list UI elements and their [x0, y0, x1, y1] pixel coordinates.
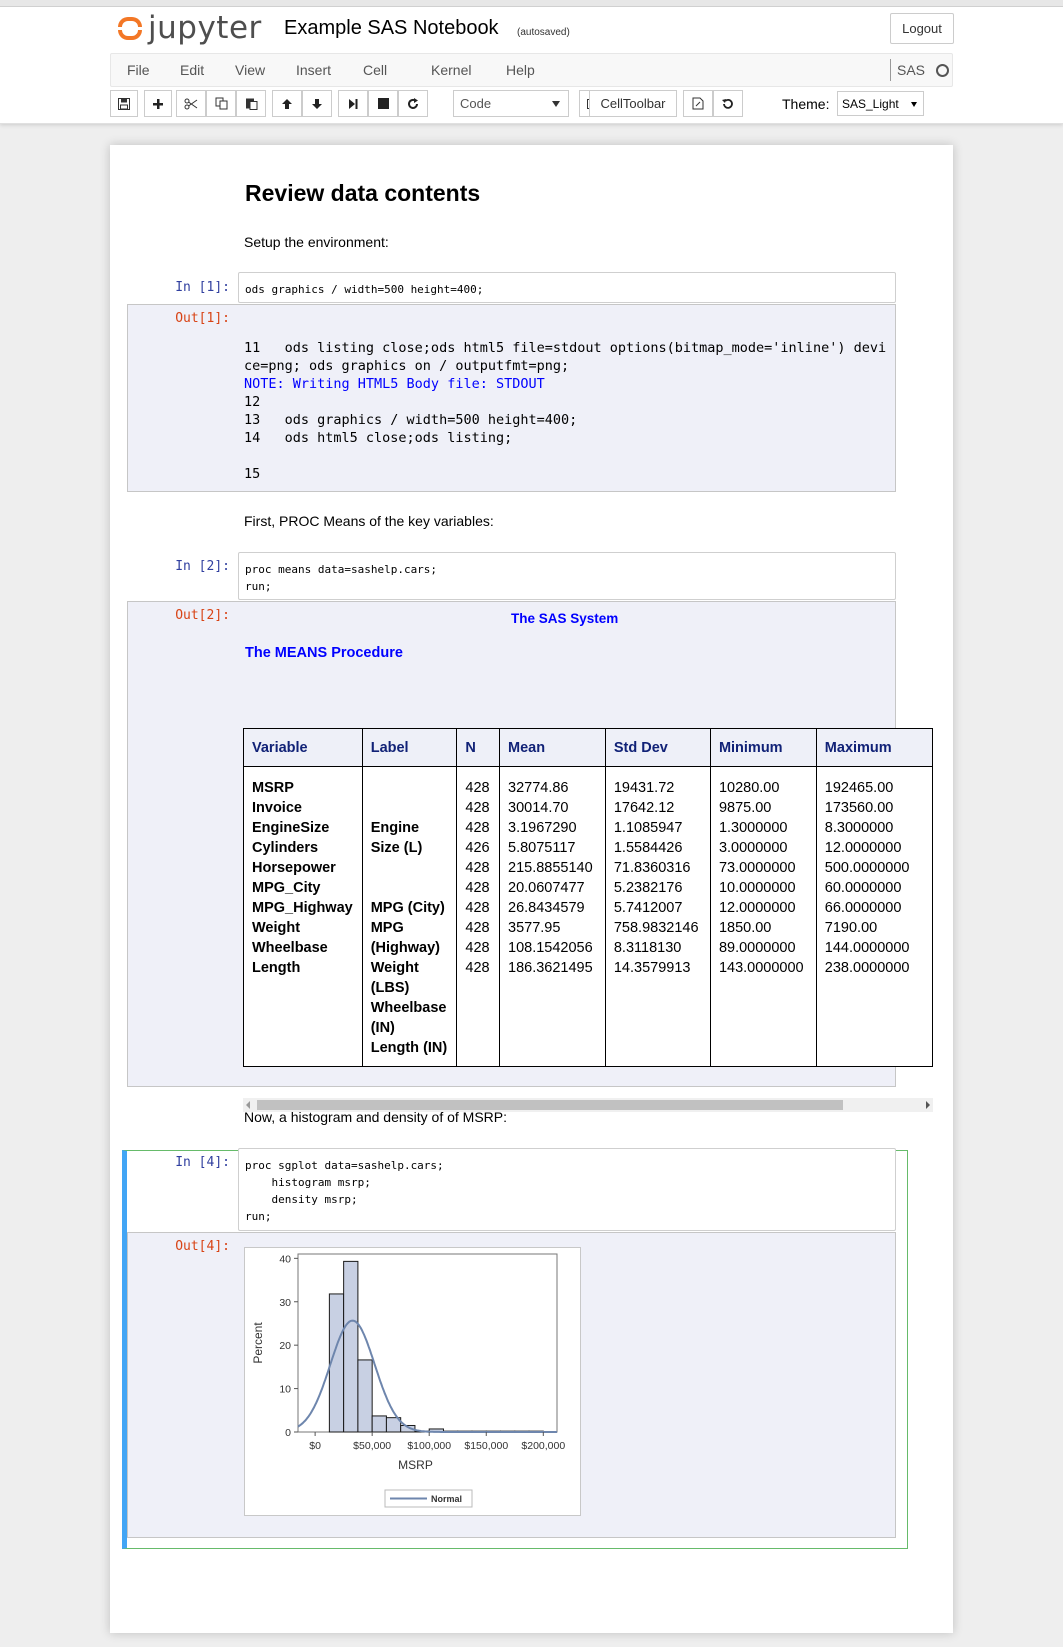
table-cell: 215.8855140: [508, 860, 593, 876]
header-maximum: Maximum: [816, 729, 932, 767]
save-button[interactable]: [110, 90, 138, 117]
input-prompt: In [1]:: [175, 280, 230, 295]
table-cell: MPG: [370, 920, 404, 936]
save-icon: [118, 98, 130, 110]
x-tick-label: $50,000: [353, 1440, 392, 1452]
x-tick-label: $150,000: [464, 1440, 509, 1452]
chevron-down-icon: [552, 101, 560, 107]
table-cell: 1850.00: [718, 920, 772, 936]
restart-button[interactable]: [398, 90, 428, 117]
celltoolbar-label: CellToolbar: [600, 96, 666, 111]
theme-select[interactable]: [837, 91, 924, 116]
table-cell: 108.1542056: [508, 940, 593, 956]
means-table: [243, 728, 933, 1067]
table-cell: MPG_City: [252, 880, 321, 896]
y-tick-label: 0: [285, 1427, 291, 1439]
table-cell: 428: [465, 860, 490, 876]
table-cell: 14.3579913: [613, 960, 691, 976]
markdown-setup: Setup the environment:: [244, 234, 389, 250]
table-cell: 428: [465, 820, 490, 836]
legend-entry: Normal: [431, 1494, 463, 1504]
notebook-header: [0, 0, 1063, 124]
table-cell: 30014.70: [508, 800, 569, 816]
table-cell: 3.1967290: [508, 820, 577, 836]
menu-cell[interactable]: Cell: [363, 62, 388, 78]
header-mean: Mean: [500, 729, 606, 767]
table-cell: 5.2382176: [613, 880, 683, 896]
table-cell: [371, 858, 449, 878]
table-cell: 5.8075117: [508, 840, 576, 856]
menubar: [110, 53, 953, 87]
move-down-button[interactable]: [302, 90, 332, 117]
scroll-right-icon[interactable]: [926, 1101, 930, 1109]
table-cell: 8.3118130: [613, 940, 682, 956]
menu-insert[interactable]: Insert: [296, 62, 332, 78]
table-cell: Length: [252, 960, 301, 976]
celltoolbar-button[interactable]: [589, 90, 677, 117]
table-header-row: [244, 729, 933, 767]
log-line: ce=png; ods graphics on / outputfmt=png;: [244, 358, 570, 374]
table-cell: 428: [465, 880, 490, 896]
table-cell: 12.0000000: [718, 900, 796, 916]
table-cell: 7190.00: [824, 920, 878, 936]
table-cell: 10280.00: [718, 780, 780, 796]
table-cell: 8.3000000: [824, 820, 894, 836]
header-minimum: Minimum: [710, 729, 816, 767]
table-cell: 60.0000000: [824, 880, 902, 896]
table-cell: 19431.72: [613, 780, 675, 796]
table-cell: 1.3000000: [718, 820, 788, 836]
y-tick-label: 20: [279, 1340, 291, 1353]
table-cell: 20.0607477: [508, 880, 585, 896]
kernel-idle-icon: [936, 64, 949, 77]
log-line: 11 ods listing close;ods html5 file=stdout options(bitmap_mode='inline') devi: [244, 340, 887, 356]
table-cell: 500.0000000: [824, 860, 910, 876]
table-cell: Weight: [370, 960, 419, 976]
table-cell: Cylinders: [252, 840, 319, 856]
col-maximum: [816, 767, 932, 1067]
run-button[interactable]: [338, 90, 368, 117]
section-heading: Review data contents: [245, 180, 481, 206]
theme-value: SAS_Light: [842, 97, 899, 111]
table-cell: 758.9832146: [613, 920, 699, 936]
chevron-down-icon: [911, 102, 917, 107]
logo-text: jupyter: [148, 10, 262, 46]
menu-file[interactable]: File: [127, 62, 150, 78]
x-axis-label: MSRP: [398, 1458, 433, 1472]
output-prompt: Out[1]:: [175, 311, 230, 326]
table-cell: 428: [465, 920, 490, 936]
log-line: 14 ods html5 close;ods listing;: [244, 430, 513, 446]
proc-title: The MEANS Procedure: [245, 645, 403, 661]
table-cell: 144.0000000: [824, 940, 910, 956]
y-tick-label: 10: [279, 1383, 291, 1396]
stop-icon: [378, 98, 389, 109]
jupyter-logo[interactable]: [118, 10, 262, 46]
cut-icon: [184, 98, 198, 110]
table-cell: 9875.00: [718, 800, 772, 816]
table-cell: Wheelbase: [252, 940, 328, 956]
y-tick-label: 40: [279, 1253, 291, 1266]
table-cell: 10.0000000: [718, 880, 796, 896]
menu-help[interactable]: Help: [506, 62, 535, 78]
copy-button[interactable]: [206, 90, 236, 117]
table-cell: [371, 878, 449, 898]
table-cell: Engine: [370, 820, 420, 836]
plus-icon: [152, 98, 164, 110]
table-cell: Weight: [252, 920, 301, 936]
scroll-left-icon[interactable]: [246, 1101, 250, 1109]
table-cell: 1.1085947: [613, 820, 683, 836]
col-n: [457, 767, 500, 1067]
table-cell: (Highway): [370, 940, 440, 956]
header-n: N: [457, 729, 500, 767]
history-icon: [722, 98, 734, 110]
table-cell: 428: [465, 960, 490, 976]
table-cell: 71.8360316: [613, 860, 691, 876]
jupyter-logo-icon: [118, 15, 144, 41]
restart-icon: [407, 98, 419, 110]
table-cell: 428: [465, 800, 490, 816]
table-cell: 238.0000000: [824, 960, 910, 976]
table-cell: 26.8434579: [508, 900, 585, 916]
col-variable: [244, 767, 363, 1067]
table-cell: 73.0000000: [718, 860, 796, 876]
markdown-proc-means: First, PROC Means of the key variables:: [244, 513, 494, 529]
x-tick-label: $100,000: [407, 1440, 452, 1452]
table-cell: Length (IN): [370, 1040, 448, 1056]
step-forward-icon: [347, 98, 359, 110]
table-cell: 32774.86: [508, 780, 569, 796]
log-line: 15: [244, 466, 261, 482]
table-cell: (LBS): [370, 980, 410, 996]
logout-button[interactable]: Logout: [890, 13, 954, 44]
interrupt-button[interactable]: [368, 90, 398, 117]
export-button[interactable]: [683, 90, 713, 117]
output-prompt: Out[4]:: [175, 1239, 230, 1254]
table-cell: EngineSize: [252, 820, 330, 836]
histogram-bar: [344, 1261, 358, 1432]
table-cell: MPG (City): [370, 900, 445, 916]
table-cell: 1.5584426: [613, 840, 683, 856]
col-minimum: [710, 767, 816, 1067]
col-label: [362, 767, 457, 1067]
kernel-separator: [890, 59, 891, 81]
table-cell: Size (L): [370, 840, 423, 856]
x-tick-label: $200,000: [521, 1440, 566, 1452]
table-cell: 428: [465, 900, 490, 916]
table-cell: 173560.00: [824, 800, 894, 816]
table-row: [244, 767, 933, 1067]
header-std-dev: Std Dev: [605, 729, 710, 767]
table-cell: 3.0000000: [718, 840, 788, 856]
paste-icon: [245, 97, 258, 110]
histogram-chart: [244, 1247, 581, 1517]
menu-view[interactable]: View: [235, 62, 266, 78]
code-editor[interactable]: proc means data=sashelp.cars; run;: [238, 552, 896, 600]
table-cell: 66.0000000: [824, 900, 902, 916]
table-cell: 143.0000000: [718, 960, 804, 976]
table-cell: 89.0000000: [718, 940, 796, 956]
y-tick-label: 30: [279, 1296, 291, 1309]
log-line: NOTE: Writing HTML5 Body file: STDOUT: [244, 376, 545, 392]
table-cell: [371, 798, 449, 818]
copy-icon: [215, 97, 228, 110]
table-cell: 5.7412007: [613, 900, 683, 916]
histogram-bar: [372, 1416, 386, 1432]
paste-button[interactable]: [236, 90, 266, 117]
autosave-status: (autosaved): [517, 27, 570, 38]
menu-kernel[interactable]: Kernel: [431, 62, 472, 78]
table-cell: 428: [465, 940, 490, 956]
history-button[interactable]: [713, 90, 743, 117]
table-cell: 186.3621495: [508, 960, 593, 976]
x-tick-label: $0: [309, 1440, 321, 1452]
table-cell: MPG_Highway: [252, 900, 353, 916]
header-variable: Variable: [244, 729, 363, 767]
table-cell: 17642.12: [613, 800, 675, 816]
output-area: [127, 304, 896, 492]
table-cell: (IN): [370, 1020, 395, 1036]
code-editor[interactable]: ods graphics / width=500 height=400;: [238, 272, 896, 303]
cell-type-value: Code: [460, 96, 492, 111]
output-prompt: Out[2]:: [175, 608, 230, 623]
header-label: Label: [362, 729, 457, 767]
y-axis-label: Percent: [251, 1322, 265, 1364]
table-cell: Horsepower: [252, 860, 336, 876]
table-cell: MSRP: [252, 780, 294, 796]
table-cell: 3577.95: [508, 920, 561, 936]
markdown-histogram: Now, a histogram and density of of MSRP:: [244, 1109, 508, 1125]
cell-type-select[interactable]: [453, 90, 569, 117]
table-cell: [371, 778, 449, 798]
sas-system-title: The SAS System: [511, 611, 619, 626]
toolbar: [110, 90, 953, 120]
input-prompt: In [2]:: [175, 559, 230, 574]
log-line: 12: [244, 394, 261, 410]
col-mean: [500, 767, 606, 1067]
arrow-down-icon: [311, 98, 323, 110]
code-editor[interactable]: proc sgplot data=sashelp.cars; histogram msrp; density msrp; run;: [238, 1148, 896, 1231]
table-cell: Invoice: [252, 800, 302, 816]
input-prompt: In [4]:: [175, 1155, 230, 1170]
table-cell: Wheelbase: [370, 1000, 447, 1016]
means-table-container[interactable]: [243, 728, 933, 1086]
col-std-dev: [605, 767, 710, 1067]
table-cell: 12.0000000: [824, 840, 902, 856]
table-cell: 192465.00: [824, 780, 894, 796]
kernel-name: SAS: [897, 62, 926, 78]
table-cell: 428: [465, 780, 490, 796]
move-up-button[interactable]: [272, 90, 302, 117]
theme-label: Theme:: [782, 96, 830, 112]
file-export-icon: [692, 97, 704, 110]
notebook-name[interactable]: Example SAS Notebook: [284, 17, 499, 39]
menu-edit[interactable]: Edit: [180, 62, 205, 78]
table-cell: 426: [465, 840, 490, 856]
cut-button[interactable]: [176, 90, 206, 117]
histogram-bar: [358, 1360, 372, 1432]
log-line: 13 ods graphics / width=500 height=400;: [244, 412, 578, 428]
insert-cell-button[interactable]: [144, 90, 172, 117]
arrow-up-icon: [281, 98, 293, 110]
